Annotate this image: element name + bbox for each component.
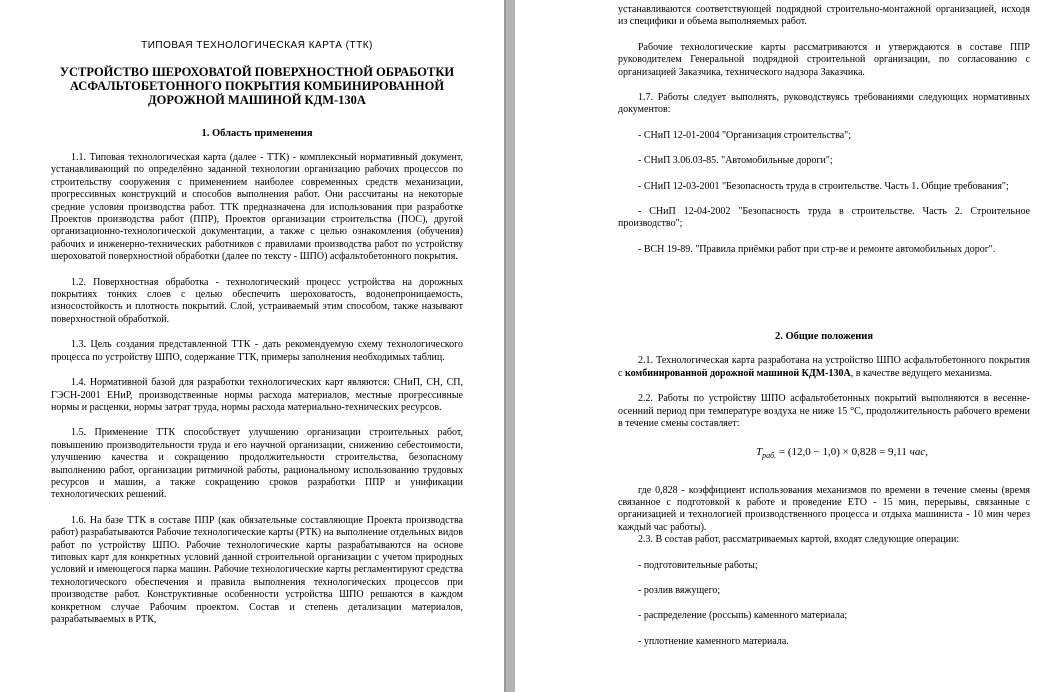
operation-list-item: - подготовительные работы; — [638, 559, 758, 571]
paragraph-1-3: 1.3. Цель создания представленной ТТК - дать рекомендуемую схему технологического процесса по устройству ШПО, содержание ТТК, примеры заполнения необходимых таблиц. — [51, 339, 463, 363]
formula-unit: час — [909, 446, 926, 459]
formula-expression: = (12,0 − 1,0) × 0,828 = 9,11 — [776, 446, 910, 459]
section-heading-2: 2. Общие положения — [774, 331, 874, 343]
machine-name: комбинированной дорожной машиной КДМ-130А — [624, 367, 851, 379]
paragraph-coefficient: где 0,828 - коэффициент использования механизмов по времени в течение смены (время связанное с подготовкой к работе и проведение ЕТО - 15 мин, перерывы, связанные с организацией и технологией производственного процесса и отдыха машиниста - 10 мин через каждый час работы). — [618, 484, 1030, 533]
paragraph-2-2: 2.2. Работы по устройству ШПО асфальтобетонных покрытий выполняются в весенне-осенний период при температуре воздуха не ниже 15 °С, продолжительность рабочего времени в течение смены составляет: — [618, 393, 1030, 429]
paragraph-2-1-tail: , в качестве ведущего механизма. — [850, 367, 993, 379]
paragraph-1-4: 1.4. Нормативной базой для разработки технологических карт являются: СНиП, СН, СП, ГЭСН-2001 ЕНиР, производственные нормы расхода материалов, местные прогрессивные нормы и расценки, нормы затрат труда, нормы расхода материально-технических ресурсов. — [51, 377, 463, 413]
document-title: УСТРОЙСТВО ШЕРОХОВАТОЙ ПОВЕРХНОСТНОЙ ОБРАБОТКИ АСФАЛЬТОБЕТОННОГО ПОКРЫТИЯ КОМБИНИРОВАННОЙ ДОРОЖНОЙ МАШИНОЙ КДМ-130А — [59, 65, 455, 107]
paragraph-rtk: Рабочие технологические карты рассматриваются и утверждаются в составе ППР руководителем Генеральной подрядной строительной организации, по согласованию с организацией Заказчика, технического надзора Заказчика. — [618, 41, 1030, 78]
norm-list-item: - СНиП 3.06.03-85. "Автомобильные дороги"; — [638, 155, 833, 167]
paragraph-1-1: 1.1. Типовая технологическая карта (далее - ТТК) - комплексный нормативный документ, устанавливающий по определённо заданной технологии организацию рабочих процессов по строительству сооружения с применением наиболее современных средств механизации, прогрессивных конструкций и способов выполнения работ. Они рассчитаны на некоторые средние условия производства работ. ТТК предназначена для использования при разработке Проектов производства работ (ППР), Проектов организации строительства (ПОС), другой организационно-технологической документации, а также с целью ознакомления (обучения) рабочих и инженерно-технических работников с правилами производства работ по устройству шероховатой поверхностной обработки (далее по тексту - ШПО) асфальтобетонного покрытия. — [51, 152, 463, 263]
section-heading-1: 1. Область применения — [201, 128, 313, 139]
formula-variable: T — [756, 446, 763, 459]
paragraph-1-7: 1.7. Работы следует выполнять, руководствуясь требованиями следующих нормативных документов: — [618, 92, 1030, 116]
work-time-formula — [618, 446, 1030, 460]
paragraph-1-2: 1.2. Поверхностная обработка - технологический процесс устройства на дорожных покрытиях тонких слоев с целью обеспечить шероховатость, водонепроницаемость, износостойкость и плотность покрытий. Слой, устраиваемый этим способом, также называют поверхностной обработкой. — [51, 276, 463, 325]
norm-list-item: - СНиП 12-03-2001 "Безопасность труда в строительстве. Часть 1. Общие требования"; — [638, 180, 1009, 192]
paragraph-2-1-text: 2.1. Технологическая карта разработана на устройство ШПО асфальтобетонного покрытия с — [618, 355, 1030, 379]
norm-list-item: - СНиП 12-04-2002 "Безопасность труда в строительстве. Часть 2. Строительное производство"; — [618, 206, 1030, 230]
paragraph-2-3: 2.3. В состав работ, рассматриваемых картой, входят следующие операции: — [638, 534, 960, 546]
page-gutter — [504, 0, 515, 692]
paragraph-1-5: 1.5. Применение ТТК способствует улучшению организации строительных работ, повышению производительности труда и его научной организации, снижению себестоимости, улучшению качества и сокращению продолжительности строительства, безопасному выполнению работ, организации ритмичной работы, рациональному использованию трудовых ресурсов и машин, а также сокращению сроков разработки ППР и унификации технологических решений. — [51, 427, 463, 501]
norm-list-item: - СНиП 12-01-2004 "Организация строительства"; — [638, 129, 852, 141]
paragraph-continued: устанавливаются соответствующей подрядной строительно-монтажной организацией, исходя из специфики и объема выполняемых работ. — [618, 4, 1030, 28]
operation-list-item: - уплотнение каменного материала. — [638, 635, 789, 647]
document-page-right — [515, 0, 1050, 692]
document-type: ТИПОВАЯ ТЕХНОЛОГИЧЕСКАЯ КАРТА (ТТК) — [141, 40, 373, 51]
norm-list-item: - ВСН 19-89. "Правила приёмки работ при стр-ве и ремонте автомобильных дорог". — [638, 243, 996, 255]
paragraph-2-1 — [618, 355, 1030, 380]
operation-list-item: - розлив вяжущего; — [638, 584, 721, 596]
spacer — [618, 269, 1030, 331]
formula-subscript: раб. — [762, 451, 777, 461]
operation-list-item: - распределение (россыпь) каменного материала; — [638, 610, 848, 622]
paragraph-1-6: 1.6. На базе ТТК в составе ППР (как обязательные составляющие Проекта производства работ) разрабатываются Рабочие технологические карты (РТК) на выполнение отдельных видов работ по устройству ШПО. Рабочие технологические карты разрабатываются на основе типовых карт для конкретных условий данной строительной организации с учетом природных условий и имеющегося парка машин. Рабочие технологические карты регламентируют средства технологического обеспечения и правила выполнения технологических процессов при производстве работ. Конструктивные особенности устройства ШПО решаются в каждом конкретном случае Рабочим проектом. Состав и степень детализации материалов, разрабатываемых в РТК, — [51, 514, 463, 625]
document-page-left — [0, 0, 504, 692]
formula-end: , — [925, 446, 929, 459]
